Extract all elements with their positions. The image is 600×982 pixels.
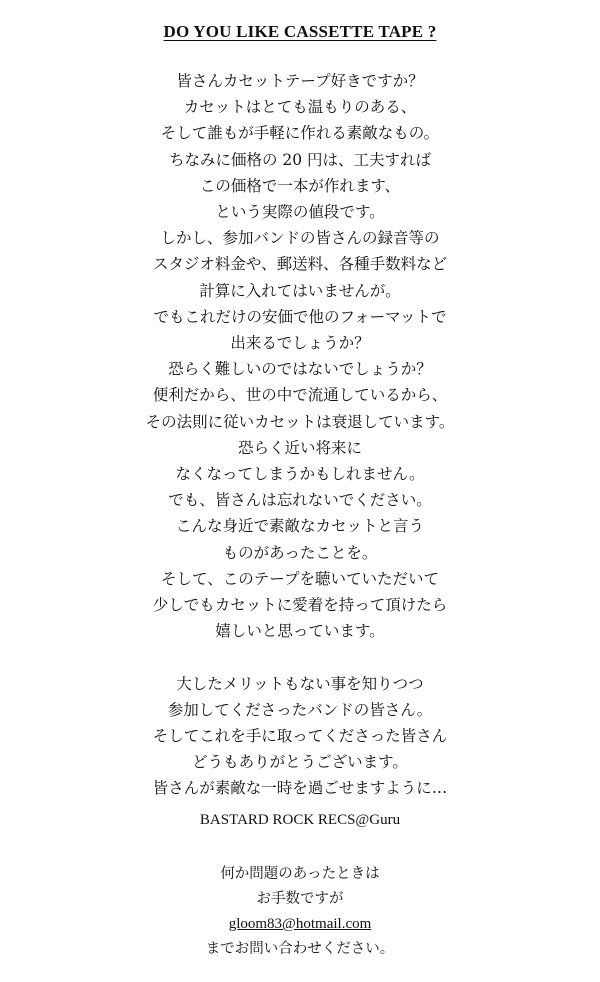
body-line: 便利だから、世の中で流通しているから、 [152,386,448,405]
email-link[interactable]: gloom83@hotmail.com [228,916,372,932]
signature: BASTARD ROCK RECS@Guru [199,812,401,828]
contact-line: 何か問題のあったときは [220,866,380,882]
body-line: この価格で一本が作れます、 [199,176,401,195]
body-line: 参加してくださったバンドの皆さん。 [167,700,433,719]
body-line: しかし、参加バンドの皆さんの録音等の [160,229,440,248]
body-line: 計算に入れてはいませんが。 [199,281,401,300]
body-line: ものがあったことを。 [222,543,378,562]
body-line: でもこれだけの安価で他のフォーマットで [153,307,447,326]
body-line: こんな身近で素敵なカセットと言う [175,517,424,536]
body-line: 皆さんカセットテープ好きですか？ [176,72,424,90]
body-line: 嬉しいと思っています。 [215,622,385,641]
body-line: どうもありがとうございます。 [192,753,408,772]
body-line: その法則に従いカセットは衰退しています。 [145,412,455,431]
body-line: ちなみに価格の 20 円は、工夫すれば [168,150,432,169]
body-line: そして、このテープを聴いていただいて [161,569,439,588]
body-line: なくなってしまうかもしれません。 [175,465,425,484]
body-line: 恐らく難しいのではないでしょうか？ [168,360,432,379]
body-line: という実際の値段です。 [215,203,385,222]
contact-line: お手数ですが [256,891,344,907]
body-line: でも、皆さんは忘れないでください。 [168,491,432,510]
paragraph-gap [0,644,600,670]
contact-block [0,862,600,962]
body-line: そしてこれを手に取ってくださった皆さん [152,727,448,746]
message-body [0,68,600,802]
body-line: スタジオ料金や、郵送料、各種手数料など [152,255,448,274]
body-line: 少しでもカセットに愛着を持って頂けたら [152,596,448,615]
body-line: カセットはとても温もりのある、 [183,98,417,117]
body-line: そして誰もが手軽に作れる素敵なもの。 [160,124,440,143]
body-line: 大したメリットもない事を知りつつ [176,674,424,693]
page-title: DO YOU LIKE CASSETTE TAPE ? [163,22,437,41]
body-line: 皆さんが素敵な一時を過ごせますように… [152,779,448,798]
body-line: 恐らく近い将来に [237,438,362,457]
contact-line: までお問い合わせください。 [205,941,395,957]
body-line: 出来るでしょうか？ [230,334,370,353]
